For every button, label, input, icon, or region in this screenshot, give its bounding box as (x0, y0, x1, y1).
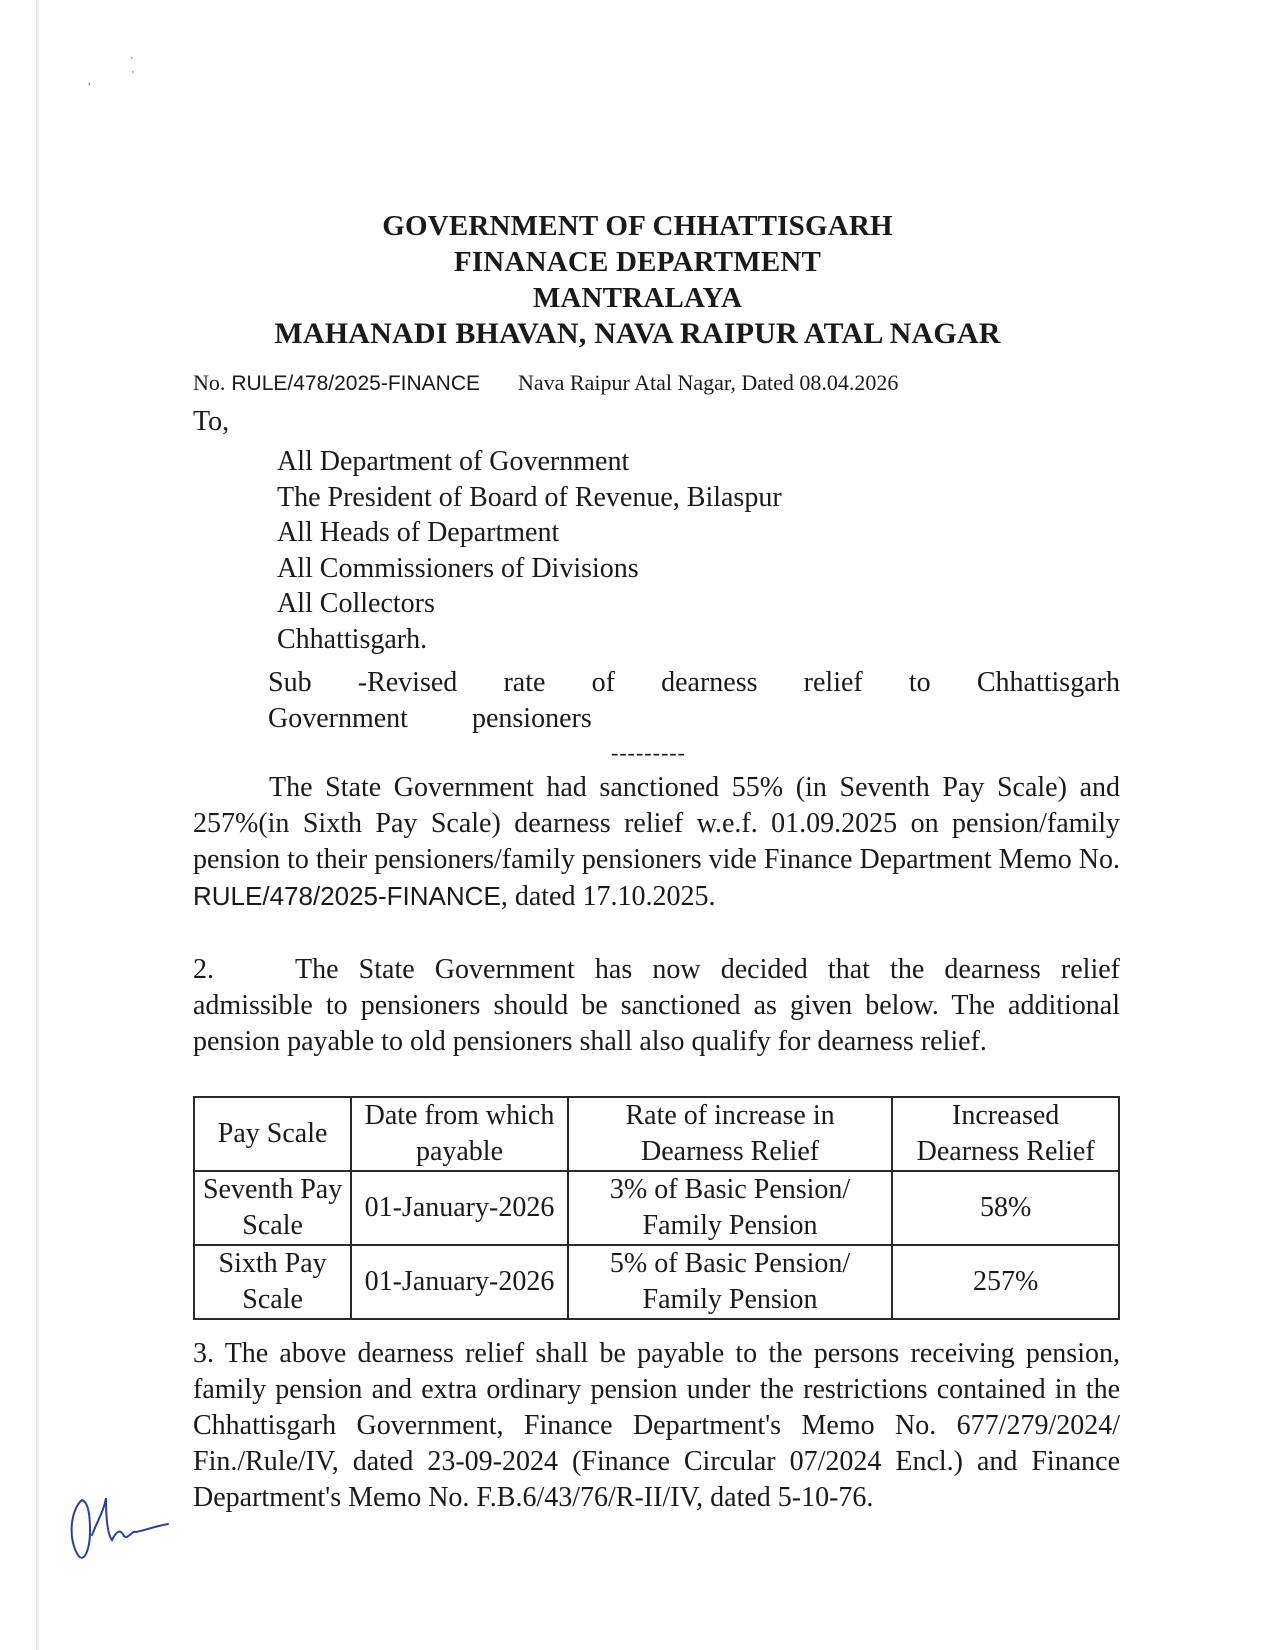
table-header-row (194, 1097, 1119, 1171)
subject-word: -Revised (357, 667, 458, 698)
section-divider: --------- (611, 740, 686, 765)
recipient-list (277, 444, 782, 658)
letterhead-department: FINANACE DEPARTMENT (453, 246, 822, 278)
recipient-item: All Heads of Department (277, 517, 560, 549)
paragraph-1 (193, 770, 1120, 915)
paragraph-2-text: The State Government has now decided that the dearness relief admissible to pensioners should be sanctioned as given below. The additional pension payable to old pensioners shall also qualify for dearness relief. (193, 954, 1120, 1057)
table-row (194, 1245, 1119, 1319)
paragraph-3 (193, 1336, 1120, 1516)
subject-row-2 (268, 701, 1120, 737)
subject-word: Chhattisgarh (976, 667, 1120, 698)
header-pay-scale: Pay Scale (194, 1097, 351, 1171)
subject-word: rate (503, 667, 546, 698)
subject-word: dearness (661, 667, 758, 698)
subject-word: of (591, 667, 615, 698)
cell-rate-increase: 3% of Basic Pension/ Family Pension (568, 1171, 893, 1245)
handwritten-initials-icon (60, 1480, 170, 1570)
letterhead (0, 208, 1275, 352)
cell-pay-scale: Sixth Pay Scale (194, 1245, 351, 1319)
to-label: To, (193, 406, 230, 437)
paragraph-2-number: 2. (193, 954, 214, 985)
cell-date-payable: 01-January-2026 (351, 1171, 568, 1245)
cell-date-payable: 01-January-2026 (351, 1245, 568, 1319)
dearness-relief-table (193, 1096, 1120, 1320)
cell-rate-increase: 5% of Basic Pension/ Family Pension (568, 1245, 893, 1319)
subject-word: Government (268, 703, 408, 734)
scan-speck: , (88, 76, 91, 87)
subject-row-1 (268, 665, 1120, 701)
letterhead-address: MAHANADI BHAVAN, NAVA RAIPUR ATAL NAGAR (274, 317, 1001, 350)
letterhead-government: GOVERNMENT OF CHHATTISGARH (382, 210, 893, 242)
header-date-payable: Date from which payable (351, 1097, 568, 1171)
paragraph-3-text: 3. The above dearness relief shall be payable to the persons receiving pension, family pension and extra ordinary pension under the restrictions contained in the Chhattisgarh Government, Finance Department's Memo No. 677/279/2024/ Fin./Rule/IV, dated 23-09-2024 (Finance Circular 07/2024 Encl.) and Finance Department's Memo No. F.B.6/43/76/R-II/IV, dated 5-10-76. (193, 1338, 1120, 1513)
recipient-item: All Collectors (277, 588, 435, 620)
table-row (194, 1171, 1119, 1245)
cell-increased-dr: 58% (892, 1171, 1119, 1245)
scan-speck: ' (132, 70, 134, 81)
subject-word: to (908, 667, 931, 698)
subject-word: pensioners (471, 703, 592, 734)
reference-line (193, 370, 898, 396)
header-rate-increase: Rate of increase in Dearness Relief (568, 1097, 893, 1171)
header-increased-dr: Increased Dearness Relief (892, 1097, 1119, 1171)
paragraph-1-date: , dated 17.10.2025. (500, 881, 716, 912)
reference-number: RULE/478/2025-FINANCE (231, 372, 480, 395)
letterhead-mantralaya: MANTRALAYA (532, 282, 743, 314)
paragraph-2 (193, 952, 1120, 1060)
cell-increased-dr: 257% (892, 1245, 1119, 1319)
reference-no-label: No. (193, 370, 226, 395)
recipient-item: All Commissioners of Divisions (277, 552, 639, 584)
subject-line (268, 665, 1120, 737)
paragraph-1-memo-ref: RULE/478/2025-FINANCE (193, 881, 501, 911)
place-and-date: Nava Raipur Atal Nagar, Dated 08.04.2026 (518, 370, 899, 395)
paragraph-1-text: The State Government had sanctioned 55% (in Seventh Pay Scale) and 257%(in Sixth Pay Scale) dearness relief w.e.f. 01.09.2025 on pension/family pension to their pensioners/family pensioners vide Finance Department Memo No. (193, 772, 1120, 875)
scan-speck: ' (131, 56, 133, 67)
subject-word: Sub (268, 667, 312, 698)
cell-pay-scale: Seventh Pay Scale (194, 1171, 351, 1245)
recipient-item: The President of Board of Revenue, Bilaspur (277, 481, 782, 513)
recipient-item: All Department of Government (277, 446, 630, 477)
subject-word: relief (803, 667, 863, 698)
recipient-item: Chhattisgarh. (277, 623, 428, 655)
